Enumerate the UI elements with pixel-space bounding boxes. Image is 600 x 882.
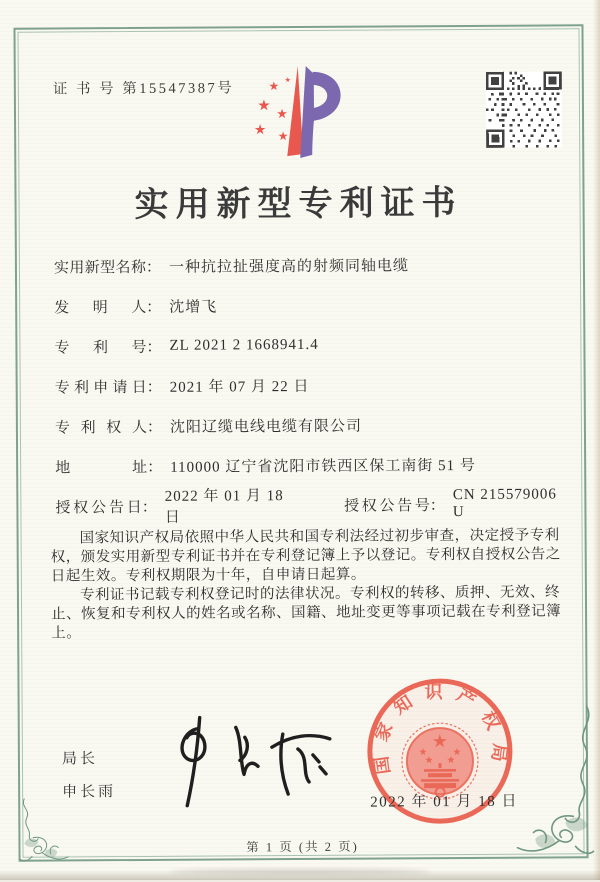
field-grant-announcement: 授权公告日 ： 2022 年 01 月 18 日 授权公告号 ： CN 215579006 U	[55, 483, 565, 526]
field-value: 沈增飞	[169, 299, 218, 316]
legal-paragraph-2: 专利证书记载专利权登记时的法律状况。专利权的转移、质押、无效、终止、恢复和专利权人的姓名或名称、国籍、地址变更等事项记载在专利登记簿上。	[51, 584, 562, 642]
seal-text: 国家知识产权局	[369, 681, 511, 776]
svg-text:★: ★	[418, 747, 428, 759]
field-label: 专利号	[54, 339, 147, 356]
svg-text:★: ★	[284, 76, 291, 85]
field-value: 沈阳辽缆电线电缆有限公司	[169, 418, 362, 436]
scan-smudge	[170, 869, 430, 874]
handwritten-signature-icon	[152, 712, 343, 813]
svg-text:★: ★	[446, 755, 456, 767]
field-label: 授权公告号	[344, 497, 430, 515]
svg-text:★: ★	[277, 129, 289, 144]
svg-text:★: ★	[276, 106, 288, 122]
legal-paragraph-1: 国家知识产权局依照中华人民共和国专利法经过初步审查，决定授予专利权，颁发实用新型专利证书并在专利登记簿上予以登记。专利权自授权公告之日起生效。专利权期限为十年，自申请日起算。	[50, 527, 561, 585]
field-label: 地址	[55, 459, 148, 476]
commissioner-name: 申长雨	[62, 784, 117, 801]
svg-text:★: ★	[257, 98, 271, 115]
field-label: 专利权人	[54, 419, 147, 436]
field-patent-number: 专利号 ： ZL 2021 2 1668941.4	[54, 336, 319, 356]
field-grant-number: 授权公告号 ： CN 215579006 U	[344, 486, 566, 521]
cnipa-logo-icon	[236, 58, 357, 169]
patent-fields	[54, 243, 566, 526]
field-inventor: 发明人 ： 沈增飞	[54, 283, 564, 326]
commissioner-title: 局长	[61, 751, 99, 768]
field-label: 发明人	[54, 299, 147, 316]
svg-text:★: ★	[424, 755, 434, 767]
field-patentee: 专利权人 ： 沈阳辽缆电线电缆有限公司	[55, 403, 565, 446]
field-value: 一种抗拉扯强度高的射频同轴电缆	[168, 257, 410, 276]
svg-text:★: ★	[268, 79, 280, 94]
field-label: 实用新型名称	[53, 259, 146, 276]
legal-text	[51, 526, 562, 643]
field-label: 专利申请日	[54, 379, 147, 396]
qr-code-icon	[486, 71, 562, 147]
scan-edge-right	[593, 0, 600, 880]
field-label: 授权公告日	[55, 499, 142, 516]
page-number: 第 1 页 (共 2 页)	[246, 839, 359, 855]
field-value: 110000 辽宁省沈阳市铁西区保工南街 51 号	[170, 457, 476, 476]
svg-text:★: ★	[253, 123, 267, 139]
svg-text:★: ★	[452, 747, 462, 759]
seal-date: 2022 年 01 月 18 日	[370, 793, 519, 811]
grant-number-value: CN 215579006 U	[452, 486, 557, 521]
field-utility-model-name: 实用新型名称 ： 一种抗拉扯强度高的射频同轴电缆	[54, 243, 564, 286]
certificate-number: 证 书 号 第15547387号	[52, 80, 235, 98]
certificate-title: 实用新型专利证书	[134, 185, 463, 225]
field-value: ZL 2021 2 1668941.4	[169, 336, 319, 354]
grant-date-value: 2022 年 01 月 18 日	[164, 488, 284, 526]
field-value: 2021 年 07 月 22 日	[169, 378, 310, 396]
svg-text:★: ★	[431, 731, 448, 752]
field-address: 地址 ： 110000 辽宁省沈阳市铁西区保工南街 51 号	[55, 443, 565, 486]
field-filing-date: 专利申请日 ： 2021 年 07 月 22 日	[55, 363, 565, 406]
